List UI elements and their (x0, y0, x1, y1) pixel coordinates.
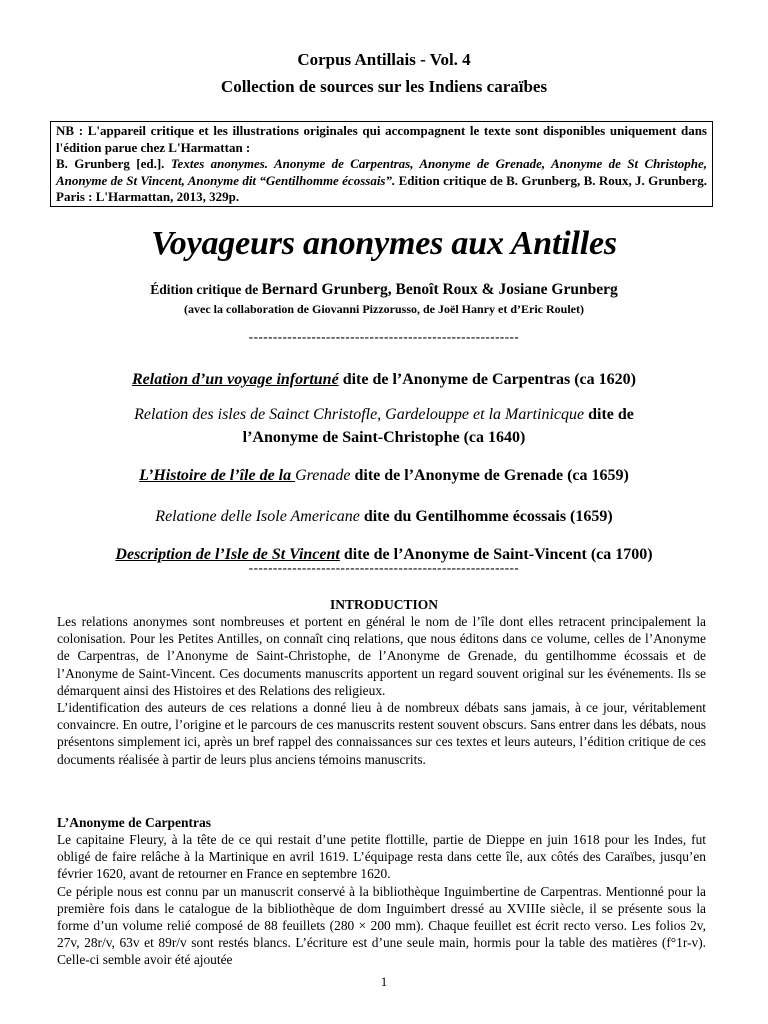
nb-ref-rest: Edition critique de B. Grunberg, B. Roux, J. Grunberg. Paris : L'Harmattan, 2013, 329p. (56, 172, 707, 205)
relation-saint-christophe (0, 403, 768, 449)
separator-top: -------------------------------------------------------- (248, 329, 520, 344)
introduction-body (57, 613, 706, 768)
relation-title-part2: Grenade (295, 467, 351, 484)
relation-title: Relation des isles de Sainct Christofle, Gardelouppe et la Martinicque (134, 406, 585, 423)
relation-gentilhomme-ecossais (0, 505, 768, 528)
relation-title: L’Histoire de l’île de la (139, 467, 296, 484)
relation-title: Relatione delle Isole Americane (155, 508, 360, 525)
relation-attribution: dite de l’Anonyme de Carpentras (ca 1620) (338, 371, 636, 388)
relation-title: Description de l’Isle de St Vincent (115, 546, 340, 563)
carpentras-body (57, 831, 706, 969)
relation-title: Relation d’un voyage infortuné (132, 371, 339, 388)
page-number: 1 (380, 974, 388, 989)
separator-bottom: -------------------------------------------------------- (248, 560, 520, 575)
nb-notice-box (50, 121, 713, 207)
intro-paragraph: Les relations anonymes sont nombreuses et portent en général le nom de l’île dont elles retracent principalement la colonisation. Pour les Petites Antilles, on connaît cinq relations, que nous éditons dans ce volume, celles de l’Anonyme de Carpentras, de l’Anonyme de Saint-Christophe, de l’Anonyme de Grenade, du gentilhomme écossais et de l’Anonyme de Saint-Vincent. Ces documents manuscrits apportent un regard souvent original sur les événements. Ils se démarquent ainsi des Histoires et des Relations des religieux. (57, 614, 706, 698)
nb-ref-title: Textes anonymes. Anonyme de Carpentras, Anonyme de Grenade, Anonyme de St Christophe, Anonyme de St Vincent, Anonyme dit “Gentilhomme écossais”. (56, 156, 707, 188)
relation-grenade (0, 464, 768, 487)
section-heading-carpentras: L’Anonyme de Carpentras (57, 815, 212, 830)
editors-line (0, 281, 768, 299)
collection-subtitle: Collection de sources sur les Indiens caraïbes (220, 77, 548, 96)
relation-attribution-line2: l’Anonyme de Saint-Christophe (ca 1640) (242, 429, 526, 446)
relation-attribution: dite de (584, 406, 634, 423)
relation-attribution: dite de l’Anonyme de Saint-Vincent (ca 1700) (339, 546, 653, 563)
relation-carpentras (0, 368, 768, 391)
collaboration-note: (avec la collaboration de Giovanni Pizzorusso, de Joël Hanry et d’Eric Roulet) (184, 302, 584, 316)
carpentras-paragraph: Ce périple nous est connu par un manuscrit conservé à la bibliothèque Inguimbertine de Carpentras. Mentionné pour la première fois dans le catalogue de la bibliothèque de dom Inguimbert dressé au XVIIIe siècle, il se présente sous la forme d’un volume relié composé de 88 feuillets (280 × 200 mm). Chaque feuillet est écrit recto verso. Les folios 2v, 27v, 28r/v, 63v et 89r/v sont restés blancs. L’écriture est d’une seule main, hormis pour la table des matières (f°1r-v). Celle-ci semble avoir été ajoutée (57, 883, 706, 968)
carpentras-paragraph: Le capitaine Fleury, à la tête de ce qui restait d’une petite flottille, partie de Dieppe en juin 1618 pour les Indes, fut obligé de faire relâche à la Martinique en avril 1619. L’équipage resta dans cette île, aux côtés des Caraïbes, jusqu’en février 1620, avant de retourner en France en septembre 1620. (57, 832, 706, 882)
relation-attribution: dite du Gentilhomme écossais (1659) (359, 508, 613, 525)
collection-volume-title: Corpus Antillais - Vol. 4 (297, 50, 471, 69)
editors-prefix: Édition critique de (150, 282, 262, 297)
nb-notice-text: NB : L'appareil critique et les illustrations originales qui accompagnent le texte sont disponibles uniquement dans l'édition parue chez L'Harmattan : (56, 123, 707, 155)
editors-names: Bernard Grunberg, Benoît Roux & Josiane Grunberg (261, 281, 618, 298)
nb-ref-author: B. Grunberg [ed.]. (56, 156, 171, 172)
introduction-heading: INTRODUCTION (329, 597, 438, 612)
relation-attribution: dite de l’Anonyme de Grenade (ca 1659) (350, 467, 629, 484)
page-title: Voyageurs anonymes aux Antilles (151, 225, 617, 262)
intro-paragraph: L’identification des auteurs de ces relations a donné lieu à de nombreux débats sans jamais, à ce jour, véritablement convaincre. En outre, l’origine et le parcours de ces manuscrits restent souvent obscurs. Sans entrer dans les débats, nous présentons simplement ici, après un bref rappel des connaissances sur ces textes et leurs auteurs, l’édition critique de ces documents réalisée à partir de leurs plus anciens témoins manuscrits. (57, 700, 706, 767)
